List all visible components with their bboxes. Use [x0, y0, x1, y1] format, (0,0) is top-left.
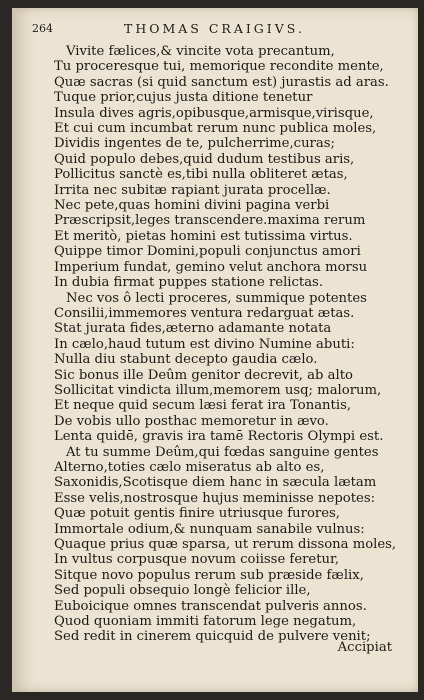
verse-line: Et meritò, pietas homini est tutissima virtus.	[54, 228, 353, 244]
verse-line: Sic bonus ille Deûm genitor decrevit, ab alto	[54, 367, 353, 383]
verse-line: In cælo,haud tutum est divino Numine abuti:	[54, 336, 355, 352]
verse-line: Esse velis,nostrosque hujus meminisse nepotes:	[54, 490, 376, 506]
verse-line: Nulla diu stabunt decepto gaudia cælo.	[54, 352, 318, 368]
verse-line: Pollicitus sanctè es,tibi nulla obliteret ætas,	[54, 167, 348, 183]
verse-line: Tu proceresque tui, memorique recondite mente,	[54, 59, 384, 75]
verse-line: Vivite fælices,& vincite vota precantum,	[66, 44, 335, 59]
verse-line: Lenta quidē, gravis ira tamē Rectoris Olympi est.	[54, 429, 384, 445]
running-title: THOMAS CRAIGIVS.	[124, 21, 305, 36]
book-page	[12, 8, 418, 692]
verse-line: Consilii,immemores ventura redarguat ætas.	[54, 305, 355, 321]
page-header	[28, 20, 388, 38]
verse-line: Sollicitat vindicta illum,memorem usq; malorum,	[54, 382, 382, 398]
verse-line: Stat jurata fides,æterno adamante notata	[54, 321, 332, 337]
verse-line: Et cui cum incumbat rerum nunc publica moles,	[54, 121, 377, 137]
verse-line: Quod quoniam immiti fatorum lege negatum,	[54, 614, 357, 630]
verse-line: Euboicique omnes transcendat pulveris annos.	[54, 598, 367, 614]
verse-line: Dividis ingentes de te, pulcherrime,curas;	[54, 136, 335, 152]
verse-line: Quaque prius quæ sparsa, ut rerum dissona moles,	[54, 537, 397, 552]
verse-line: Irrita nec subitæ rapiant jurata procellæ.	[54, 182, 331, 198]
verse-line: Sed redit in cinerem quicquid de pulvere venit;	[54, 629, 371, 645]
verse-line: In vultus corpusque novum coiisse feretur,	[54, 552, 340, 568]
verse-line: Alterno,toties cælo miseratus ab alto es,	[54, 459, 325, 475]
verse-line: Insula dives agris,opibusque,armisque,virisque,	[54, 105, 374, 121]
verse-line: In dubia firmat puppes statione relictas.	[54, 275, 324, 291]
verse-line: Sed populi obsequio longè felicior ille,	[54, 583, 311, 599]
catchword: Accipiat	[337, 640, 392, 655]
verse-line: Quæ sacras (si quid sanctum est) jurastis ad aras.	[54, 74, 389, 90]
verse-line: At tu summe Deûm,qui fœdas sanguine gentes	[66, 444, 379, 460]
verse-line: Saxonidis,Scotisque diem hanc in sæcula lætam	[54, 475, 377, 491]
page-number: 264	[32, 22, 53, 35]
verse-line: De vobis ullo posthac memoretur in ævo.	[54, 413, 329, 429]
verse-line: Et neque quid secum læsi ferat ira Tonantis,	[54, 398, 352, 414]
verse-line: Sitque novo populus rerum sub præside fælix,	[54, 567, 364, 583]
verse-line: Tuque prior,cujus justa ditione tenetur	[54, 90, 313, 106]
verse-line: Nec pete,quas homini divini pagina verbi	[54, 198, 330, 214]
verse-line: Quid populo debes,quid dudum testibus aris,	[54, 151, 355, 167]
verse-line: Nec vos ô lecti proceres, summique potentes	[66, 290, 367, 306]
verse-line: Imperium fundat, gemino velut anchora morsu	[54, 259, 368, 275]
verse-line: Quæ potuit gentis finire utriusque furores,	[54, 506, 340, 522]
verse-line: Quippe timor Domini,populi conjunctus amori	[54, 244, 361, 260]
verse-line: Præscripsit,leges transcendere.maxima rerum	[54, 213, 366, 229]
verse-line: Immortale odium,& nunquam sanabile vulnus:	[54, 521, 365, 537]
poem-text	[54, 44, 406, 645]
